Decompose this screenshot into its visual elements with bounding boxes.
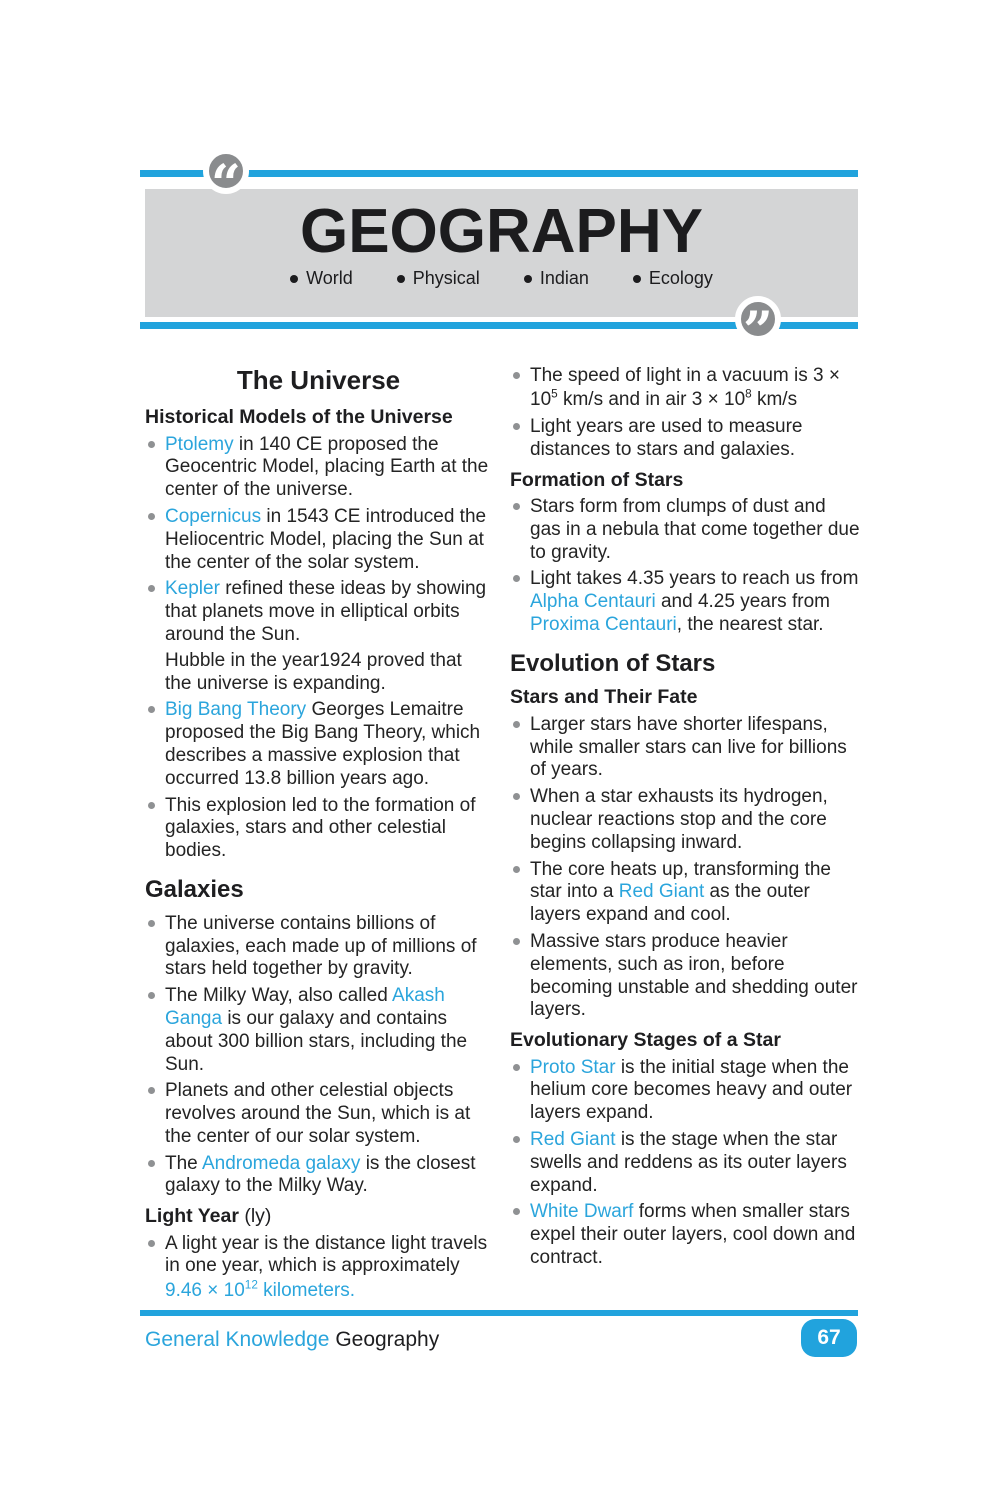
category-label: Indian [539,268,589,289]
bullet-dot-icon [148,992,155,999]
sub-heading [145,1205,492,1228]
text-run: Hubble in the year1924 proved that the universe is expanding. [165,649,462,694]
bullet-dot-icon [148,706,155,713]
bullet-item [510,1201,860,1269]
category-item [524,268,589,289]
text-run: forms when smaller stars expel their outer layers, cool down and contract. [530,1201,856,1268]
text-run: Stars and Their Fate [510,686,698,709]
bullet-dot-icon [148,513,155,520]
text-run: Evolution of Stars [510,649,716,677]
bullet-dot-icon [148,802,155,809]
open-quote-icon: “ [203,148,249,194]
keyword-highlight: Kepler [165,578,220,600]
footer-series-label: General Knowledge [145,1328,330,1351]
chapter-title: GEOGRAPHY [299,197,704,266]
bullet-dot-icon [513,1136,520,1143]
page-number: 67 [817,1326,841,1349]
bullet-dot-icon [148,585,155,592]
bullet-dot-icon [148,1240,155,1247]
bullet-item [510,496,860,564]
bullet-text [530,1057,852,1124]
keyword-highlight: Red Giant [530,1129,616,1151]
bullet-item [510,1057,860,1125]
bullet-item [510,416,860,462]
text-run: Georges Lemaitre proposed the Big Bang Theory, which describes a massive explosion that occurred 13.8 billion years ago. [165,699,481,789]
bullet-text [165,434,488,501]
category-item [397,268,480,289]
text-run: km/s [751,389,798,411]
text-run: refined these ideas by showing that planets move in elliptical orbits around the Sun. [165,578,487,645]
bullet-dot-icon [513,423,520,430]
text-run: Light Year [145,1205,239,1228]
bullet-dot-icon [513,1064,520,1071]
text-run: in 140 CE proposed the Geocentric Model, placing Earth at the center of the universe. [165,433,489,501]
category-label: Ecology [648,268,713,289]
bullet-text [530,416,803,460]
text-run: Historical Models of the Universe [145,406,453,429]
category-label: Physical [412,268,480,289]
bullet-dot-icon [513,866,520,873]
bullet-dot-icon [513,372,520,379]
bullet-text [165,985,467,1074]
bullet-text [530,1129,847,1196]
bullet-item [510,786,860,854]
bullet-item [510,365,860,412]
bullet-text [165,506,486,573]
text-run: When a star exhausts its hydrogen, nuclear reactions stop and the core begins collapsing inward. [530,786,828,853]
bullet-item [510,931,860,1022]
keyword-highlight: 9.46 × 10 [165,1279,245,1301]
page-number-badge [801,1319,857,1357]
bullet-item [510,859,860,927]
bullet-text [530,1201,855,1268]
bullet-text [165,699,480,788]
text-run: is the stage when the star swells and reddens as its outer layers expand. [530,1129,847,1196]
bullet-text [530,568,858,635]
right-column [510,365,860,1274]
bullet-item [145,1080,492,1148]
category-item [290,268,353,289]
bullet-item [145,434,492,502]
bullet-item [145,506,492,574]
chapter-categories [145,268,858,289]
keyword-highlight: Copernicus [165,505,262,527]
text-run: in 1543 CE introduced the Heliocentric Model, placing the Sun at the center of the solar system. [165,505,487,573]
category-dot-icon [397,275,405,283]
text-run: The Milky Way, also called [165,985,393,1007]
bullet-dot-icon [513,503,520,510]
bullet-dot-icon [513,793,520,800]
category-item [633,268,713,289]
sub-heading [510,1029,860,1052]
keyword-highlight: Big Bang Theory [165,699,307,721]
text-run: Galaxies [145,875,244,903]
bullet-dot-icon [513,721,520,728]
text-run: Evolutionary Stages of a Star [510,1029,781,1052]
bullet-dot-icon [148,1160,155,1167]
paragraph [145,650,492,696]
keyword-highlight: Alpha Centauri [530,591,656,613]
bullet-item [145,699,492,790]
bullet-item [145,1153,492,1199]
text-run: Larger stars have shorter lifespans, while smaller stars can live for billions of years. [530,713,847,781]
text-run: Light takes 4.35 years to reach us from [530,568,859,590]
bullet-item [510,568,860,636]
bullet-text [530,931,857,1020]
category-dot-icon [290,275,298,283]
text-run: as the outer layers expand and cool. [530,881,810,926]
text-run: Planets and other celestial objects revolves around the Sun, which is at the center of our solar system. [165,1080,471,1147]
bullet-text [530,496,860,563]
text-run: , the nearest star. [676,613,824,635]
bullet-dot-icon [148,920,155,927]
text-run: is our galaxy and contains about 300 billion stars, including the Sun. [165,1007,468,1075]
keyword-highlight: Proxima Centauri [530,613,677,635]
text-run: Massive stars produce heavier elements, such as iron, before becoming unstable and shedding outer layers. [530,931,858,1021]
bullet-text [530,714,847,781]
keyword-highlight: 12 [244,1278,258,1292]
text-run: Light years are used to measure distances to stars and galaxies. [530,415,803,460]
text-run: Formation of Stars [510,468,684,491]
bullet-text [165,795,476,862]
keyword-highlight: Proto Star [530,1056,616,1078]
text-run: The Universe [236,365,401,395]
bullet-item [145,578,492,646]
sub-heading [145,406,492,429]
bullet-item [145,1233,492,1303]
column-title [145,365,492,396]
bullet-item [145,985,492,1076]
keyword-highlight: White Dwarf [530,1201,634,1223]
bullet-item [145,795,492,863]
keyword-highlight: Andromeda galaxy [201,1152,361,1174]
text-run: The core heats up, transforming the star into a [530,858,831,903]
text-run: is the initial stage when the helium core becomes heavy and outer layers expand. [530,1056,853,1124]
footer-text [145,1328,439,1352]
bullet-text [165,1080,470,1147]
bullet-item [510,1129,860,1197]
keyword-highlight: Akash Ganga [165,985,445,1029]
text-run: and 4.25 years from [655,591,830,613]
text-run: Stars form from clumps of dust and gas in a nebula that come together due to gravity. [530,495,860,563]
text-run: is the closest galaxy to the Milky Way. [165,1152,476,1197]
text-run: 5 [551,387,558,401]
text-run: A light year is the distance light travels in one year, which is approximately [165,1232,488,1277]
bullet-text [530,786,828,853]
section-heading [145,876,492,905]
bullet-dot-icon [148,441,155,448]
close-quote-icon: ” [735,296,781,342]
text-run: 8 [745,387,752,401]
category-dot-icon [633,275,641,283]
keyword-highlight: Red Giant [618,881,705,903]
bullet-dot-icon [513,938,520,945]
bullet-text [165,1153,476,1197]
text-run: This explosion led to the formation of galaxies, stars and other celestial bodies. [165,794,476,862]
bullet-dot-icon [513,1208,520,1215]
sub-heading [510,686,860,709]
bullet-dot-icon [513,575,520,582]
text-run: The universe contains billions of galaxies, each made up of millions of stars held together by gravity. [165,912,477,980]
left-column [145,365,492,1306]
bullet-text [165,913,477,980]
bullet-dot-icon [148,1087,155,1094]
bullet-item [510,714,860,782]
text-run: The [165,1152,202,1174]
text-run: The speed of light in a vacuum is 3 × 10 [530,365,840,411]
keyword-highlight: Ptolemy [165,433,234,455]
bullet-text [530,859,831,926]
footer-chapter-text: Geography [335,1328,440,1351]
keyword-highlight: kilometers. [257,1279,356,1301]
bullet-text [165,1233,487,1301]
bullet-item [145,913,492,981]
footer-chapter-label [335,1328,439,1351]
section-heading [510,650,860,679]
text-run: km/s and in air 3 × 10 [557,389,746,411]
category-label: World [306,268,353,289]
bullet-text [165,578,486,645]
bullet-text [530,365,840,410]
sub-heading [510,469,860,492]
footer-rule [140,1310,858,1316]
text-run: (ly) [238,1205,272,1228]
category-dot-icon [524,275,532,283]
